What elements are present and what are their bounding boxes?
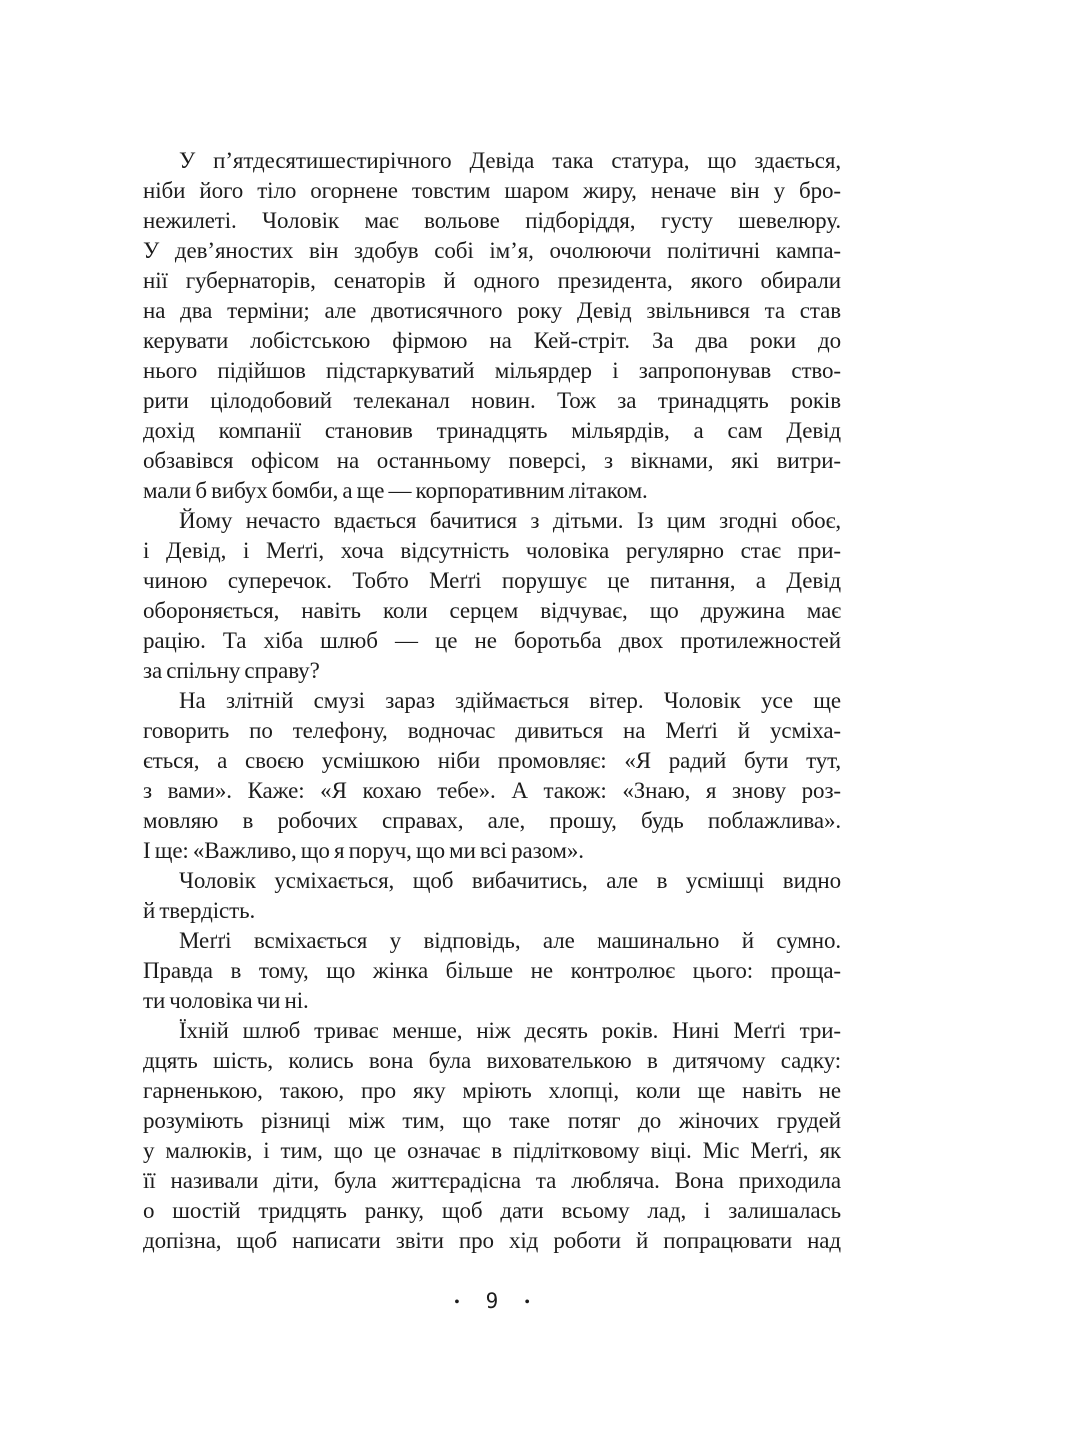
text-line: розуміють різниці між тим, що таке потяг до жіночих грудей — [143, 1108, 841, 1133]
paragraph — [143, 1016, 841, 1256]
paragraph — [143, 146, 841, 506]
footer-bullet-left: • — [454, 1293, 460, 1311]
text-line: мовляю в робочих справах, але, прошу, будь поблажлива». — [143, 808, 841, 833]
text-line: о шостій тридцять ранку, щоб дати всьому лад, і залишалась — [143, 1198, 841, 1223]
text-line: нього підійшов підстаркуватий мільярдер і запропонував ство- — [143, 358, 841, 383]
text-line: Меґґі всміхається у відповідь, але машинально й сумно. — [179, 928, 841, 953]
text-line: У дев’яностих він здобув собі ім’я, очолюючи політичні кампа- — [143, 238, 841, 263]
page-footer — [143, 1291, 841, 1312]
text-line: Їхній шлюб триває менше, ніж десять років. Нині Меґґі три- — [179, 1018, 841, 1043]
text-line: з вами». Каже: «Я кохаю тебе». А також: «Знаю, я знову роз- — [143, 778, 841, 803]
text-line: Йому нечасто вдається бачитися з дітьми. Із цим згодні обоє, — [179, 508, 841, 533]
text-line: рити цілодобовий телеканал новин. Тож за тринадцять років — [143, 388, 841, 413]
text-line: за спільну справу? — [143, 658, 320, 683]
text-line: дцять шість, колись вона була вихователькою в дитячому садку: — [143, 1048, 841, 1073]
text-line: І ще: «Важливо, що я поруч, що ми всі разом». — [143, 838, 584, 863]
text-line: Чоловік усміхається, щоб вибачитись, але в усмішці видно — [179, 868, 841, 893]
text-block — [143, 146, 841, 1256]
page-number: 9 — [485, 1289, 499, 1313]
text-line: керувати лобістською фірмою на Кей-стріт. За два роки до — [143, 328, 841, 353]
paragraph — [143, 506, 841, 686]
text-line: нежилеті. Чоловік має вольове підборіддя, густу шевелюру. — [143, 208, 841, 233]
text-line: чиною суперечок. Тобто Меґґі порушує це питання, а Девід — [143, 568, 841, 593]
text-line: мали б вибух бомби, а ще — корпоративним літаком. — [143, 478, 648, 503]
text-line: рацію. Та хіба шлюб — це не боротьба двох протилежностей — [143, 628, 841, 653]
paragraph — [143, 866, 841, 926]
paragraph — [143, 926, 841, 1016]
text-line: У п’ятдесятишестирічного Девіда така статура, що здається, — [179, 148, 841, 173]
text-line: дохід компанії становив тринадцять мільярдів, а сам Девід — [143, 418, 841, 443]
text-line: Правда в тому, що жінка більше не контролює цього: проща- — [143, 958, 841, 983]
paragraph — [143, 686, 841, 866]
text-line: гарненькою, такою, про яку мріють хлопці, коли ще навіть не — [143, 1078, 841, 1103]
text-line: ніби його тіло огорнене товстим шаром жиру, неначе він у бро- — [143, 178, 841, 203]
text-line: обороняється, навіть коли серцем відчуває, що дружина має — [143, 598, 841, 623]
text-line: обзавівся офісом на останньому поверсі, з вікнами, які витри- — [143, 448, 841, 473]
text-line: й твердість. — [143, 898, 256, 923]
text-line: нії губернаторів, сенаторів й одного президента, якого обирали — [143, 268, 841, 293]
text-line: На злітній смузі зараз здіймається вітер. Чоловік усе ще — [179, 688, 841, 713]
text-line: і Девід, і Меґґі, хоча відсутність чоловіка регулярно стає при- — [143, 538, 841, 563]
text-line: у малюків, і тим, що це означає в підлітковому віці. Міс Меґґі, як — [143, 1138, 841, 1163]
text-line: говорить по телефону, водночас дивиться на Меґґі й усміха- — [143, 718, 841, 743]
footer-bullet-right: • — [524, 1293, 530, 1311]
text-line: на два терміни; але двотисячного року Девід звільнився та став — [143, 298, 841, 323]
text-line: ється, а своєю усмішкою ніби промовляє: «Я радий бути тут, — [143, 748, 841, 773]
text-line: допізна, щоб написати звіти про хід роботи й попрацювати над — [143, 1228, 841, 1253]
text-line: ти чоловіка чи ні. — [143, 988, 309, 1013]
text-line: її називали діти, була життєрадісна та любляча. Вона приходила — [143, 1168, 841, 1193]
